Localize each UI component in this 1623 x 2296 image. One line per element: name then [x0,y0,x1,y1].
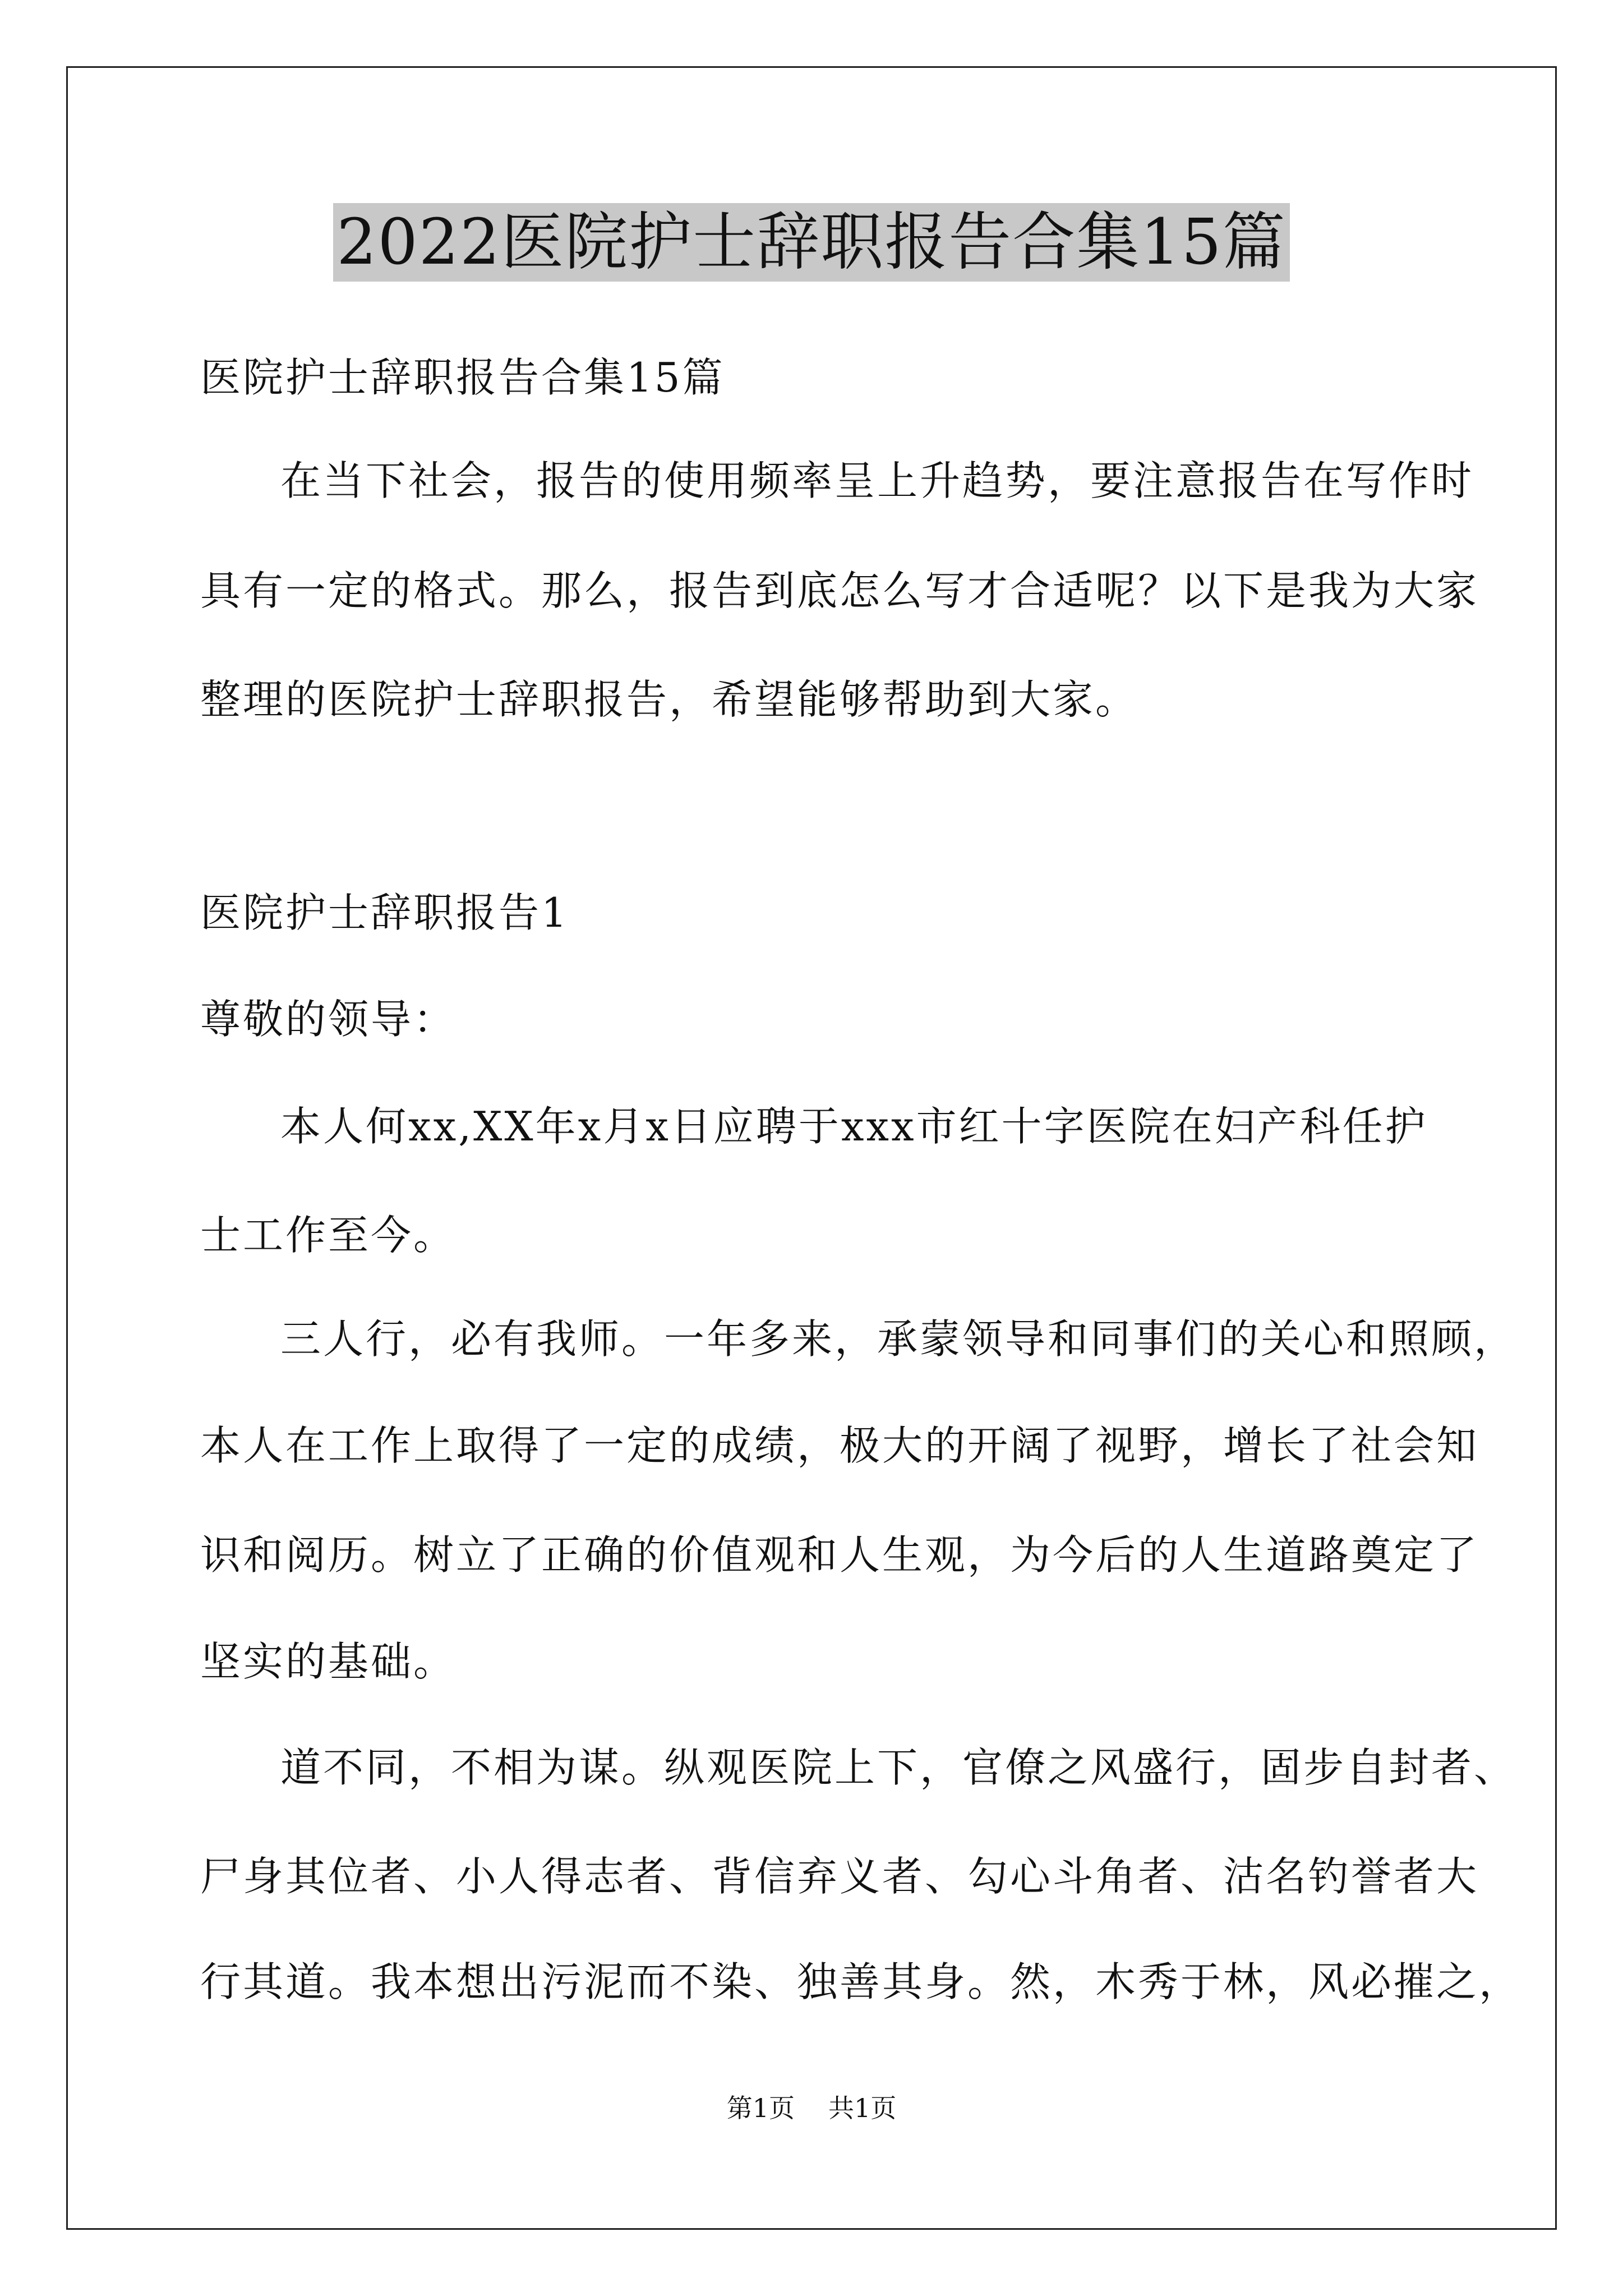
paragraph-line: 具有一定的格式。那么，报告到底怎么写才合适呢？以下是我为大家 [200,567,1479,614]
paragraph-line: 尸身其位者、小人得志者、背信弃义者、勾心斗角者、沽名钓誉者大 [200,1853,1479,1900]
paragraph-line: 士工作至今。 [200,1212,457,1259]
page-total: 共1页 [828,2093,897,2123]
doc-subtitle: 医院护士辞职报告合集15篇 [200,354,725,401]
paragraph-line: 本人在工作上取得了一定的成绩，极大的开阔了视野，增长了社会知 [200,1422,1479,1469]
section-heading: 医院护士辞职报告1 [200,889,569,936]
paragraph-line: 道不同，不相为谋。纵观医院上下，官僚之风盛行，固步自封者、 [280,1744,1517,1791]
paragraph-line: 三人行，必有我师。一年多来，承蒙领导和同事们的关心和照顾， [280,1315,1517,1363]
page-footer [0,2091,1623,2125]
paragraph-line: 坚实的基础。 [200,1638,457,1685]
paragraph-line: 本人何xx,XX年x月x日应聘于xxx市红十字医院在妇产科任护 [280,1103,1428,1150]
salutation: 尊敬的领导： [200,996,457,1043]
paragraph-line: 行其道。我本想出污泥而不染、独善其身。然，木秀于林，风必摧之， [200,1958,1522,2005]
page-number: 第1页 [726,2093,795,2123]
paragraph-line: 整理的医院护士辞职报告，希望能够帮助到大家。 [200,676,1138,723]
document-title: 2022医院护士辞职报告合集15篇 [333,203,1290,282]
paragraph-line: 识和阅历。树立了正确的价值观和人生观，为今后的人生道路奠定了 [200,1531,1479,1579]
title-wrap [0,203,1623,282]
paragraph-line: 在当下社会，报告的使用频率呈上升趋势，要注意报告在写作时 [280,457,1474,504]
